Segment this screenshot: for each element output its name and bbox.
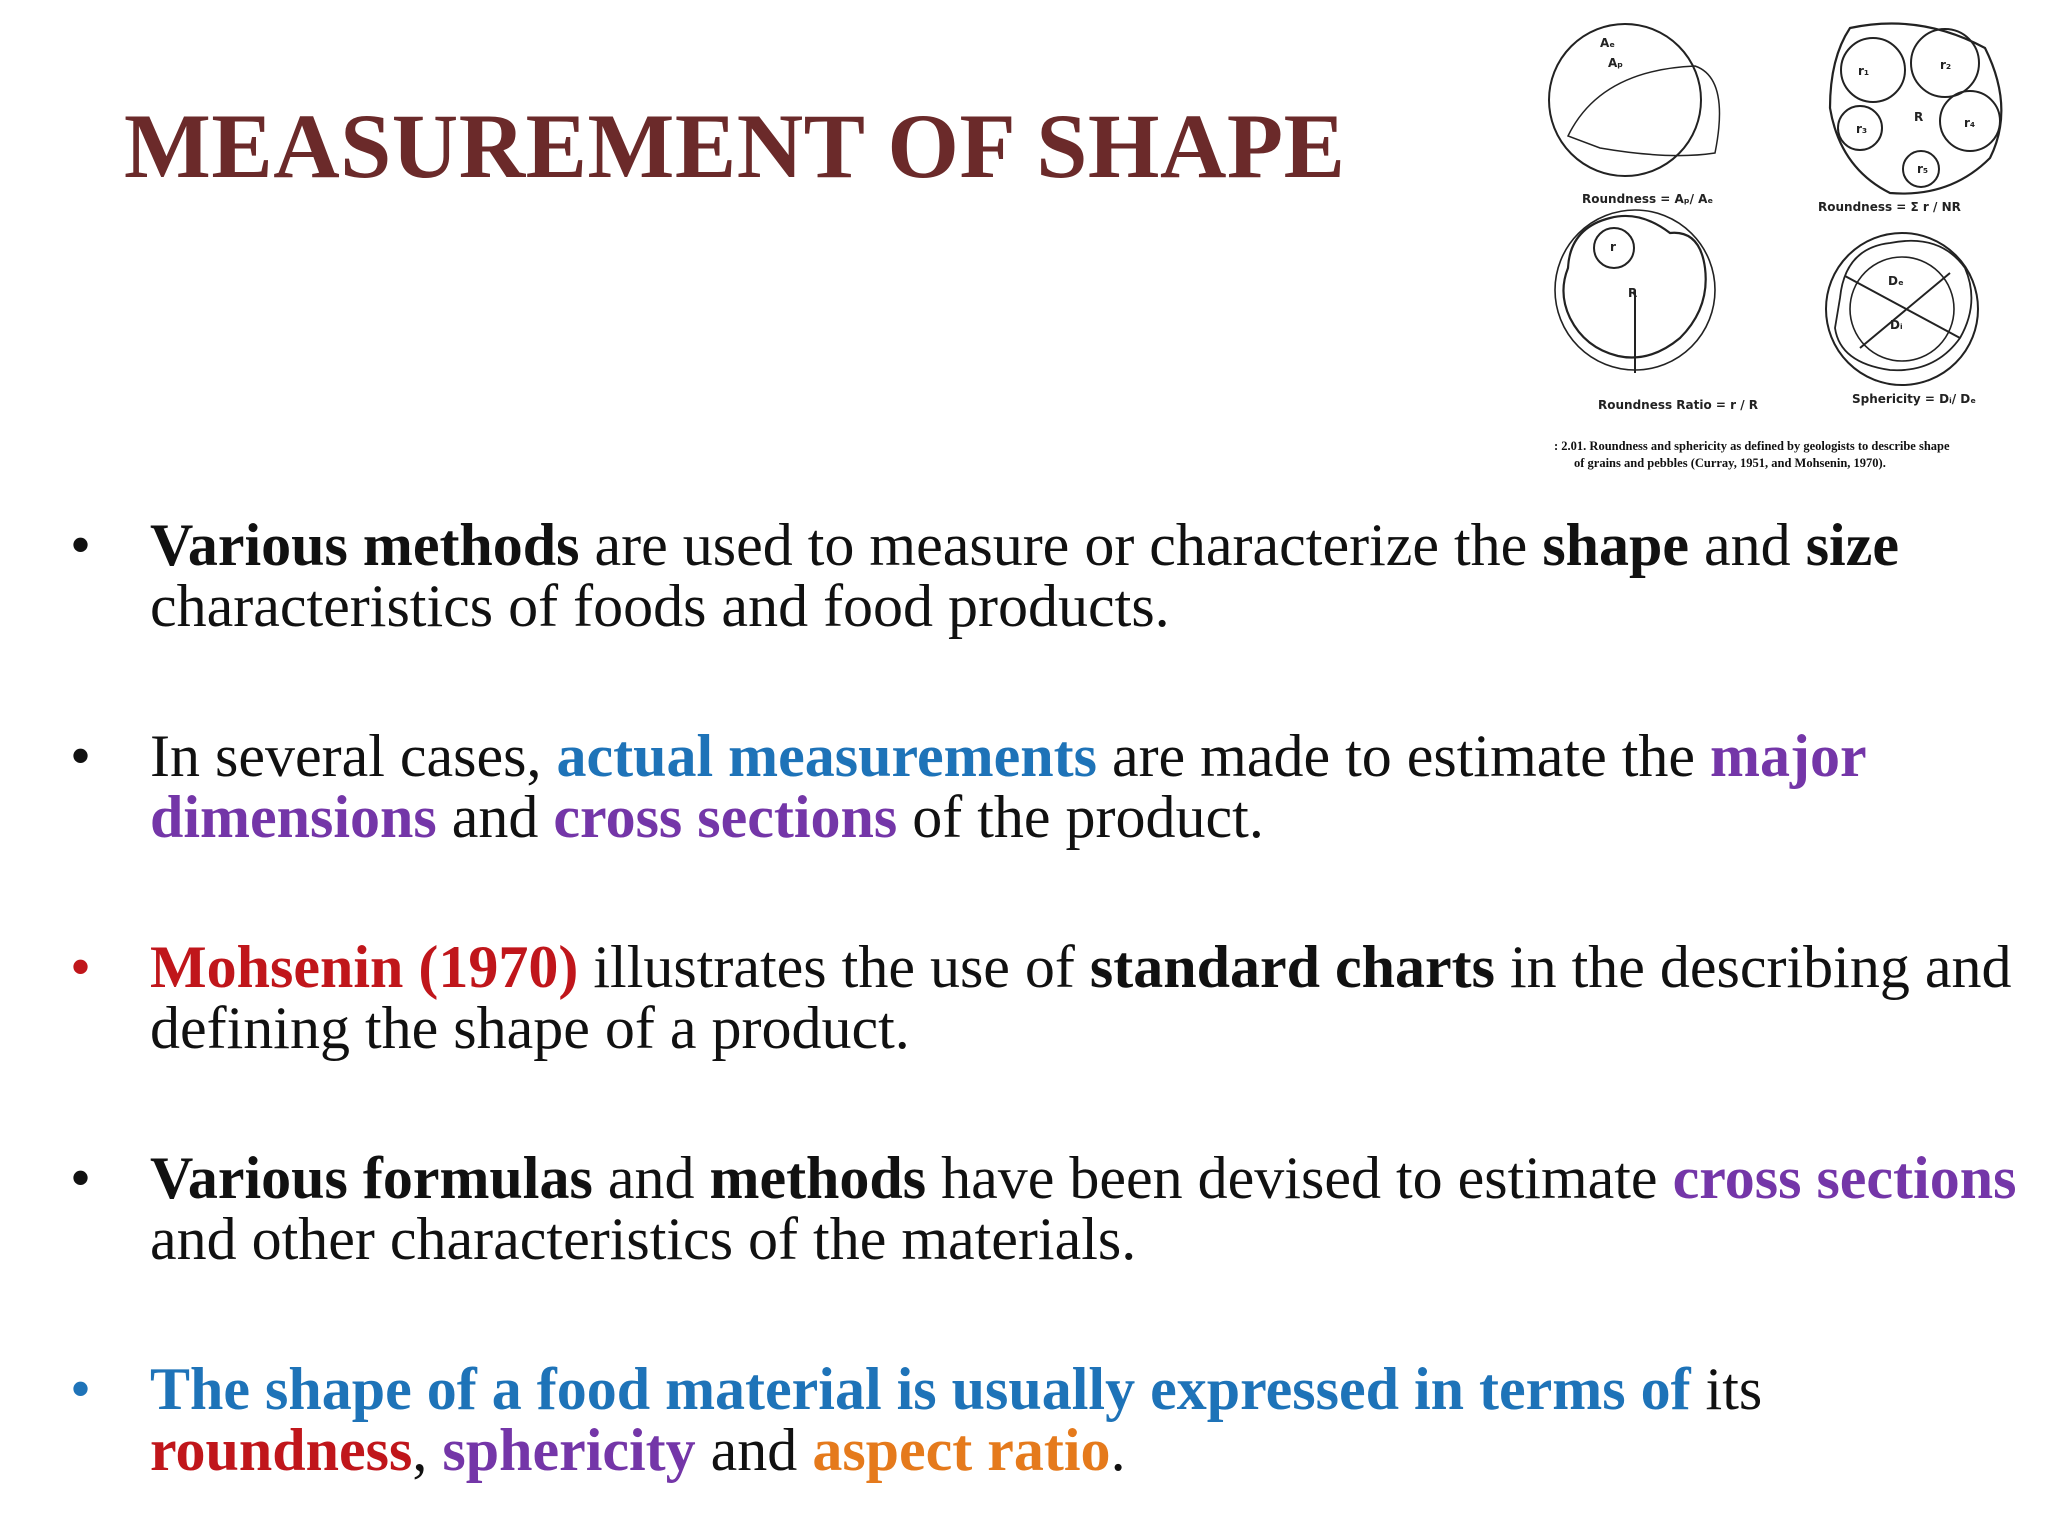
bullet-text xyxy=(150,1356,2030,1483)
text-span: its xyxy=(1690,1356,1763,1422)
emphasis-methods: methods xyxy=(709,1145,927,1211)
page-title: MEASUREMENT OF SHAPE xyxy=(124,95,1346,197)
shape-diagrams xyxy=(1540,18,2040,438)
text-span: are made to estimate the xyxy=(1096,723,1711,789)
label-di: Dᵢ xyxy=(1890,318,1903,332)
emphasis-roundness: roundness xyxy=(150,1417,413,1483)
emphasis-size: size xyxy=(1805,512,1899,578)
figure-caption xyxy=(1554,438,2044,472)
bullet-marker: • xyxy=(70,934,92,1000)
text-span: . xyxy=(1110,1417,1126,1483)
label-ac: Aₑ xyxy=(1600,36,1616,50)
text-span: are used to measure or characterize the xyxy=(579,512,1543,578)
emphasis-shape: shape xyxy=(1542,512,1690,578)
corner-circle-1 xyxy=(1841,38,1905,102)
emphasis-cross-sections: cross sections xyxy=(1672,1145,2017,1211)
text-span: of the product. xyxy=(897,784,1264,850)
text-span: and xyxy=(436,784,554,850)
emphasis-various-methods: Various methods xyxy=(150,512,580,578)
bullet-text xyxy=(150,512,2030,639)
inscribed-circle-4 xyxy=(1850,257,1954,361)
text-span: in the describing and defining the shape of a product. xyxy=(150,934,2012,1061)
label-r: r xyxy=(1610,240,1616,254)
text-span: have been devised to estimate xyxy=(926,1145,1673,1211)
particle-outline-1 xyxy=(1568,66,1720,156)
text-span: and xyxy=(592,1145,710,1211)
text-span: In several cases, xyxy=(150,723,557,789)
text-span: illustrates the use of xyxy=(578,934,1090,1000)
text-span: and xyxy=(1689,512,1806,578)
emphasis-actual-measurements: actual measurements xyxy=(556,723,1097,789)
particle-outline-4 xyxy=(1835,241,1971,370)
caption-roundness-area: Roundness = Aₚ/ Aₑ xyxy=(1582,192,1714,206)
label-de: Dₑ xyxy=(1888,274,1904,288)
emphasis-mohsenin: Mohsenin (1970) xyxy=(150,934,579,1000)
caption-roundness-corners: Roundness = Σ r / NR xyxy=(1818,200,1961,214)
bullet-text xyxy=(150,723,2030,850)
emphasis-sphericity: sphericity xyxy=(442,1417,696,1483)
bullet-marker: • xyxy=(70,1356,92,1422)
bullet-marker: • xyxy=(70,1145,92,1211)
emphasis-standard-charts: standard charts xyxy=(1089,934,1495,1000)
text-span: characteristics of foods and food products. xyxy=(150,573,1170,639)
bullet-marker: • xyxy=(70,512,92,578)
label-R2: R xyxy=(1628,286,1638,300)
diameter-line-1 xyxy=(1860,273,1950,348)
label-r4: r₄ xyxy=(1964,116,1976,130)
label-r5: r₅ xyxy=(1917,162,1929,176)
bullet-marker: • xyxy=(70,723,92,789)
emphasis-cross-sections: cross sections xyxy=(553,784,898,850)
figure-caption-line-1: : 2.01. Roundness and sphericity as defined by geologists to describe shape xyxy=(1554,439,1950,453)
text-span: , xyxy=(412,1417,443,1483)
figure-caption-line-2: of grains and pebbles (Curray, 1951, and Mohsenin, 1970). xyxy=(1574,455,1886,470)
emphasis-major-dimensions: major dimensions xyxy=(150,723,1866,850)
caption-roundness-ratio: Roundness Ratio = r / R xyxy=(1598,398,1759,412)
label-r1: r₁ xyxy=(1858,64,1870,78)
caption-sphericity: Sphericity = Dᵢ/ Dₑ xyxy=(1852,392,1977,406)
roundness-sphericity-figure xyxy=(1540,18,2040,478)
emphasis-aspect-ratio: aspect ratio xyxy=(812,1417,1111,1483)
emphasis-various-formulas: Various formulas xyxy=(150,1145,593,1211)
bullet-text xyxy=(150,1145,2030,1272)
label-r2: r₂ xyxy=(1940,58,1952,72)
label-R1: R xyxy=(1914,110,1924,124)
bullet-text xyxy=(150,934,2030,1061)
label-r3: r₃ xyxy=(1856,122,1868,136)
text-span: and other characteristics of the materials. xyxy=(150,1206,1137,1272)
label-ap: Aₚ xyxy=(1608,56,1624,70)
text-span: and xyxy=(695,1417,813,1483)
emphasis-shape-expression: The shape of a food material is usually expressed in terms of xyxy=(150,1356,1691,1422)
circumscribed-circle-1 xyxy=(1549,24,1701,176)
